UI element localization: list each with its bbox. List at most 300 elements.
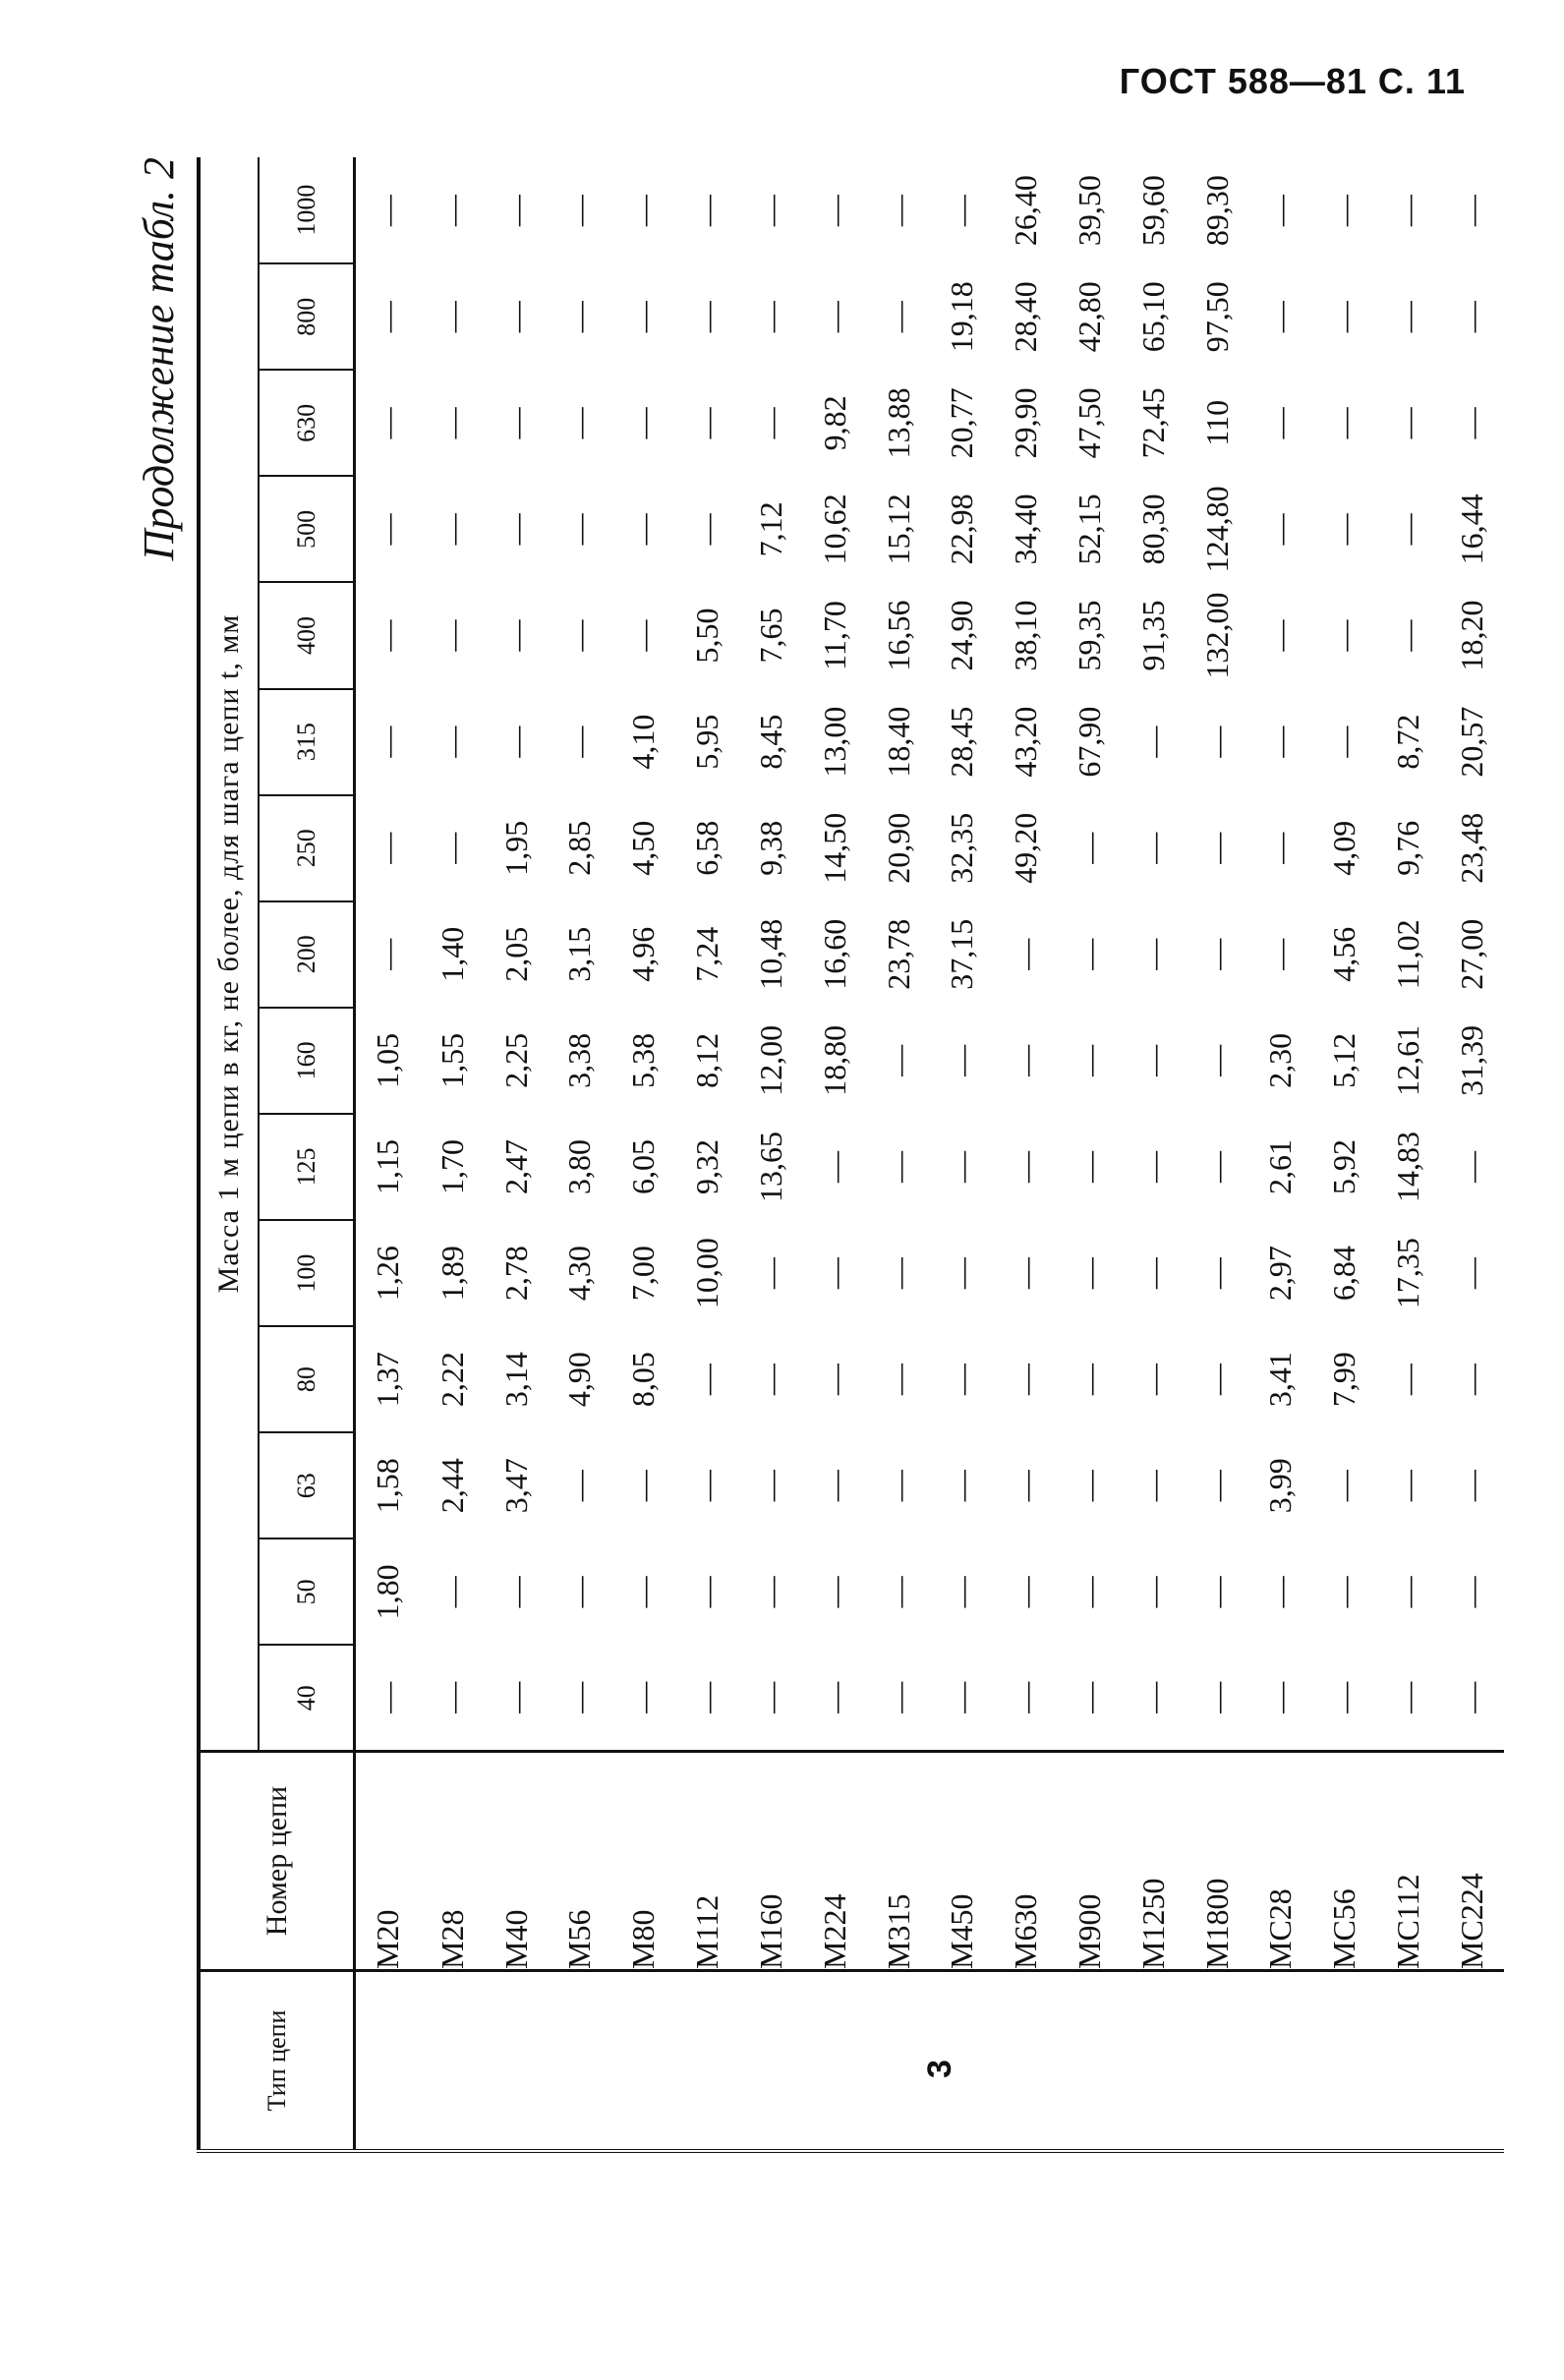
mass-value-cell: — — [816, 195, 852, 227]
mass-value-cell: — — [1453, 1150, 1489, 1183]
mass-value-cell: 38,10 — [1008, 600, 1044, 671]
mass-value-cell: — — [1453, 1470, 1489, 1502]
pitch-header-0: 40 — [259, 1645, 355, 1751]
mass-value-cell: — — [1390, 1681, 1426, 1713]
mass-value-cell: — — [1262, 301, 1299, 333]
mass-value-cell: — — [1326, 619, 1362, 652]
mass-value-cell: 37,15 — [944, 918, 980, 990]
mass-value-cell: — — [944, 1150, 980, 1183]
table-row — [1376, 157, 1440, 2151]
chain-number-cell: М224 — [803, 1752, 867, 1971]
mass-value-cell: — — [1071, 1150, 1107, 1183]
mass-value-cell: 9,38 — [752, 820, 788, 876]
mass-value-cell: — — [1071, 938, 1107, 970]
mass-value-cell: — — [944, 1044, 980, 1076]
mass-value-cell: — — [1134, 1576, 1171, 1608]
mass-value-cell: — — [370, 726, 406, 758]
mass-value-cell: — — [944, 1576, 980, 1608]
page-header: ГОСТ 588—81 С. 11 — [1119, 61, 1466, 101]
chain-number-cell: М900 — [1058, 1752, 1122, 1971]
mass-value-cell: — — [497, 1681, 534, 1713]
chain-number-cell: М112 — [675, 1752, 739, 1971]
mass-value-cell: 2,22 — [434, 1352, 470, 1408]
mass-value-cell: — — [1198, 1576, 1235, 1608]
mass-value-cell: — — [689, 1470, 725, 1502]
mass-value-cell: — — [944, 195, 980, 227]
mass-value-cell: 28,40 — [1008, 281, 1044, 353]
mass-value-cell: — — [1453, 1364, 1489, 1396]
mass-value-cell: — — [1453, 1681, 1489, 1713]
mass-value-cell: — — [1390, 195, 1426, 227]
mass-value-cell: 91,35 — [1134, 600, 1171, 671]
mass-value-cell: 14,50 — [816, 812, 852, 884]
mass-value-cell: — — [816, 1257, 852, 1290]
column-header-chain-number: Номер цепи — [199, 1752, 355, 1971]
mass-value-cell: 1,37 — [370, 1352, 406, 1408]
mass-value-cell: 13,00 — [816, 706, 852, 778]
mass-value-cell: 1,15 — [370, 1138, 406, 1194]
mass-value-cell: — — [370, 1681, 406, 1713]
mass-value-cell: 89,30 — [1198, 175, 1235, 247]
mass-value-cell: — — [434, 1681, 470, 1713]
mass-value-cell: 20,77 — [944, 387, 980, 459]
mass-value-cell: — — [1198, 938, 1235, 970]
mass-value-cell: — — [1390, 1576, 1426, 1608]
mass-value-cell: — — [1262, 1681, 1299, 1713]
mass-value-cell: 16,60 — [816, 918, 852, 990]
mass-value-cell: — — [370, 513, 406, 546]
table-row — [1186, 157, 1249, 2151]
mass-value-cell: 3,99 — [1262, 1458, 1299, 1514]
mass-value-cell: — — [561, 407, 598, 439]
mass-value-cell: — — [752, 1257, 788, 1290]
mass-value-cell: 11,70 — [816, 601, 852, 670]
pitch-header-6: 160 — [259, 1008, 355, 1114]
mass-value-cell: 1,89 — [434, 1246, 470, 1302]
mass-value-cell: 1,70 — [434, 1138, 470, 1194]
mass-value-cell: — — [1390, 1470, 1426, 1502]
mass-value-cell: — — [880, 1681, 916, 1713]
mass-value-cell: 34,40 — [1008, 493, 1044, 565]
mass-value-cell: — — [816, 301, 852, 333]
table-row — [1249, 157, 1313, 2151]
mass-value-cell: — — [497, 195, 534, 227]
mass-value-cell: — — [689, 195, 725, 227]
mass-value-cell: — — [1134, 726, 1171, 758]
mass-value-cell: — — [1008, 1150, 1044, 1183]
pitch-header-4: 100 — [259, 1220, 355, 1326]
mass-value-cell: 1,05 — [370, 1032, 406, 1088]
mass-value-cell: — — [370, 938, 406, 970]
mass-value-cell: 23,78 — [880, 918, 916, 990]
mass-value-cell: 2,05 — [497, 926, 534, 982]
chain-number-cell: М80 — [611, 1752, 675, 1971]
mass-value-cell: 2,47 — [497, 1138, 534, 1194]
table-row — [355, 157, 421, 2151]
mass-value-cell: — — [880, 1044, 916, 1076]
chain-number-cell: МС224 — [1440, 1752, 1504, 1971]
mass-value-cell: — — [1071, 1044, 1107, 1076]
mass-value-cell: — — [434, 619, 470, 652]
mass-value-cell: — — [816, 1681, 852, 1713]
chain-number-cell: МС28 — [1249, 1752, 1313, 1971]
mass-value-cell: — — [370, 195, 406, 227]
mass-value-cell: 9,32 — [689, 1138, 725, 1194]
mass-value-cell: 2,61 — [1262, 1138, 1299, 1194]
mass-value-cell: 5,38 — [625, 1032, 662, 1088]
mass-value-cell: — — [1071, 1470, 1107, 1502]
table-row — [549, 157, 612, 2151]
mass-value-cell: — — [625, 513, 662, 546]
table-row — [485, 157, 549, 2151]
mass-value-cell: — — [497, 726, 534, 758]
table-row — [1058, 157, 1122, 2151]
table-caption: Продолжение табл. 2 — [135, 157, 183, 561]
mass-value-cell: — — [1198, 1681, 1235, 1713]
mass-value-cell: — — [1262, 513, 1299, 546]
mass-value-cell: — — [1453, 1257, 1489, 1290]
mass-value-cell: — — [625, 1470, 662, 1502]
mass-value-cell: 5,95 — [689, 714, 725, 770]
mass-value-cell: — — [1134, 832, 1171, 864]
mass-value-cell: 1,95 — [497, 820, 534, 876]
chain-number-cell: М20 — [355, 1752, 421, 1971]
mass-value-cell: 2,25 — [497, 1032, 534, 1088]
mass-value-cell: — — [816, 1150, 852, 1183]
mass-value-cell: 15,12 — [880, 493, 916, 565]
mass-value-cell: 3,38 — [561, 1032, 598, 1088]
mass-value-cell: — — [1262, 195, 1299, 227]
mass-value-cell: 132,00 — [1198, 592, 1235, 679]
mass-value-cell: 7,24 — [689, 926, 725, 982]
mass-value-cell: — — [816, 1576, 852, 1608]
mass-value-cell: — — [561, 301, 598, 333]
mass-value-cell: 11,02 — [1390, 919, 1426, 990]
mass-value-cell: — — [1198, 1044, 1235, 1076]
mass-value-cell: — — [1008, 1681, 1044, 1713]
mass-value-cell: — — [1390, 513, 1426, 546]
mass-value-cell: 72,45 — [1134, 387, 1171, 459]
mass-value-cell: 4,96 — [625, 926, 662, 982]
mass-value-cell: — — [1262, 1576, 1299, 1608]
mass-value-cell: 26,40 — [1008, 175, 1044, 247]
mass-value-cell: — — [1262, 938, 1299, 970]
mass-value-cell: — — [1326, 726, 1362, 758]
pitch-header-8: 250 — [259, 795, 355, 901]
mass-value-cell: — — [1262, 726, 1299, 758]
mass-value-cell: 80,30 — [1134, 493, 1171, 565]
mass-value-cell: 19,18 — [944, 281, 980, 353]
mass-value-cell: 16,44 — [1453, 493, 1489, 565]
mass-value-cell: 1,40 — [434, 926, 470, 982]
mass-value-cell: — — [1326, 301, 1362, 333]
mass-value-cell: — — [752, 195, 788, 227]
chain-number-cell: М450 — [930, 1752, 994, 1971]
table-row — [1312, 157, 1376, 2151]
mass-value-cell: — — [1134, 1364, 1171, 1396]
mass-value-cell: 3,15 — [561, 926, 598, 982]
mass-value-cell: — — [880, 1257, 916, 1290]
mass-value-cell: 10,62 — [816, 493, 852, 565]
mass-value-cell: — — [1198, 726, 1235, 758]
table-row — [1440, 157, 1504, 2151]
mass-value-cell: 1,80 — [370, 1564, 406, 1620]
table-row — [930, 157, 994, 2151]
mass-value-cell: 8,12 — [689, 1032, 725, 1088]
mass-value-cell: — — [1390, 301, 1426, 333]
mass-value-cell: 2,30 — [1262, 1032, 1299, 1088]
mass-value-cell: — — [752, 1681, 788, 1713]
mass-value-cell: — — [1198, 1150, 1235, 1183]
mass-value-cell: — — [880, 195, 916, 227]
mass-value-cell: 1,55 — [434, 1032, 470, 1088]
mass-value-cell: 16,56 — [880, 600, 916, 671]
chain-number-cell: М1250 — [1122, 1752, 1186, 1971]
mass-value-cell: — — [1008, 1576, 1044, 1608]
mass-value-cell: — — [625, 301, 662, 333]
mass-value-cell: — — [561, 726, 598, 758]
mass-value-cell: — — [561, 1681, 598, 1713]
mass-value-cell: — — [1071, 832, 1107, 864]
mass-value-cell: — — [1134, 1044, 1171, 1076]
mass-value-cell: 24,90 — [944, 600, 980, 671]
mass-value-cell: 97,50 — [1198, 281, 1235, 353]
mass-value-cell: — — [1008, 938, 1044, 970]
mass-value-cell: 65,10 — [1134, 281, 1171, 353]
mass-value-cell: 27,00 — [1453, 918, 1489, 990]
mass-value-cell: 47,50 — [1071, 387, 1107, 459]
mass-value-cell: — — [370, 301, 406, 333]
mass-value-cell: 42,80 — [1071, 281, 1107, 353]
mass-value-cell: 3,80 — [561, 1138, 598, 1194]
mass-value-cell: 18,80 — [816, 1024, 852, 1096]
mass-value-cell: 17,35 — [1390, 1238, 1426, 1309]
mass-value-cell: 32,35 — [944, 812, 980, 884]
chain-number-cell: М160 — [739, 1752, 803, 1971]
pitch-header-2: 63 — [259, 1432, 355, 1538]
mass-value-cell: — — [625, 195, 662, 227]
mass-value-cell: 110 — [1198, 399, 1235, 446]
mass-value-cell: — — [880, 1470, 916, 1502]
mass-value-cell: — — [1008, 1364, 1044, 1396]
mass-value-cell: — — [944, 1470, 980, 1502]
mass-value-cell: — — [689, 301, 725, 333]
mass-value-cell: 20,90 — [880, 812, 916, 884]
table-row — [1122, 157, 1186, 2151]
pitch-header-11: 500 — [259, 476, 355, 582]
table-row — [611, 157, 675, 2151]
mass-value-cell: 4,50 — [625, 820, 662, 876]
mass-value-cell: 7,99 — [1326, 1352, 1362, 1408]
mass-value-cell: — — [816, 1470, 852, 1502]
mass-value-cell: 7,00 — [625, 1246, 662, 1302]
chain-number-cell: М630 — [994, 1752, 1058, 1971]
mass-value-cell: 4,09 — [1326, 820, 1362, 876]
mass-value-cell: — — [816, 1364, 852, 1396]
mass-value-cell: 4,56 — [1326, 926, 1362, 982]
mass-value-cell: — — [1134, 1470, 1171, 1502]
mass-value-cell: — — [752, 1470, 788, 1502]
mass-value-cell: — — [1390, 1364, 1426, 1396]
mass-value-cell: — — [880, 1364, 916, 1396]
mass-value-cell: — — [497, 619, 534, 652]
mass-value-cell: — — [1262, 619, 1299, 652]
mass-value-cell: — — [752, 1364, 788, 1396]
table-row — [803, 157, 867, 2151]
chain-number-cell: М1800 — [1186, 1752, 1249, 1971]
mass-value-cell: 5,92 — [1326, 1138, 1362, 1194]
mass-value-cell: — — [689, 407, 725, 439]
mass-value-cell: 1,58 — [370, 1458, 406, 1514]
pitch-header-5: 125 — [259, 1114, 355, 1220]
mass-value-cell: — — [434, 513, 470, 546]
mass-value-cell: — — [1326, 1681, 1362, 1713]
mass-value-cell: — — [1198, 832, 1235, 864]
mass-value-cell: 31,39 — [1453, 1024, 1489, 1096]
mass-value-cell: 5,50 — [689, 608, 725, 664]
mass-value-cell: 52,15 — [1071, 493, 1107, 565]
mass-value-cell: 8,45 — [752, 714, 788, 770]
mass-value-cell: 10,00 — [689, 1238, 725, 1309]
table-row — [675, 157, 739, 2151]
column-header-chain-type: Тип цепи — [199, 1971, 355, 2152]
mass-value-cell: 2,97 — [1262, 1246, 1299, 1302]
mass-value-cell: — — [561, 513, 598, 546]
mass-value-cell: — — [625, 619, 662, 652]
mass-value-cell: 59,60 — [1134, 175, 1171, 247]
mass-value-cell: — — [1134, 1681, 1171, 1713]
mass-value-cell: 7,12 — [752, 501, 788, 557]
mass-value-cell: — — [1262, 832, 1299, 864]
mass-value-cell: — — [434, 407, 470, 439]
mass-value-cell: — — [625, 1681, 662, 1713]
mass-value-cell: 43,20 — [1008, 706, 1044, 778]
mass-value-cell: 2,85 — [561, 820, 598, 876]
mass-value-cell: 18,40 — [880, 706, 916, 778]
mass-value-cell: — — [1453, 1576, 1489, 1608]
mass-value-cell: 39,50 — [1071, 175, 1107, 247]
mass-value-cell: — — [497, 407, 534, 439]
mass-value-cell: — — [561, 195, 598, 227]
mass-value-cell: — — [1198, 1470, 1235, 1502]
pitch-header-14: 1000 — [259, 157, 355, 263]
mass-value-cell: 8,05 — [625, 1352, 662, 1408]
pitch-header-9: 315 — [259, 689, 355, 795]
mass-value-cell: — — [625, 407, 662, 439]
mass-value-cell: — — [1134, 938, 1171, 970]
mass-value-cell: — — [1326, 513, 1362, 546]
pitch-header-7: 200 — [259, 901, 355, 1008]
mass-value-cell: — — [1071, 1364, 1107, 1396]
mass-value-cell: 59,35 — [1071, 600, 1107, 671]
mass-value-cell: — — [1071, 1681, 1107, 1713]
mass-value-cell: — — [1390, 619, 1426, 652]
mass-value-cell: 20,57 — [1453, 706, 1489, 778]
mass-value-cell: — — [1008, 1044, 1044, 1076]
pitch-header-3: 80 — [259, 1326, 355, 1432]
mass-value-cell: 124,80 — [1198, 486, 1235, 573]
mass-value-cell: 12,00 — [752, 1024, 788, 1096]
mass-value-cell: 5,12 — [1326, 1032, 1362, 1088]
mass-value-cell: 10,48 — [752, 918, 788, 990]
pitch-header-1: 50 — [259, 1538, 355, 1645]
mass-value-cell: — — [689, 513, 725, 546]
mass-value-cell: — — [752, 301, 788, 333]
mass-value-cell: — — [625, 1576, 662, 1608]
mass-value-cell: 4,10 — [625, 714, 662, 770]
rotated-table-stage — [135, 157, 1504, 2153]
mass-value-cell: — — [689, 1681, 725, 1713]
mass-value-cell: 12,61 — [1390, 1024, 1426, 1096]
mass-value-cell: — — [689, 1576, 725, 1608]
mass-value-cell: 4,90 — [561, 1352, 598, 1408]
chain-number-cell: МС56 — [1312, 1752, 1376, 1971]
mass-value-cell: — — [434, 195, 470, 227]
mass-value-cell: 22,98 — [944, 493, 980, 565]
mass-value-cell: 29,90 — [1008, 387, 1044, 459]
mass-value-cell: — — [370, 407, 406, 439]
mass-value-cell: 1,26 — [370, 1246, 406, 1302]
chain-type-cell — [355, 1971, 1505, 2152]
mass-value-cell: — — [561, 1470, 598, 1502]
mass-value-cell: — — [434, 1576, 470, 1608]
mass-value-cell: — — [497, 301, 534, 333]
mass-value-cell: 6,84 — [1326, 1246, 1362, 1302]
mass-value-cell: 9,82 — [816, 395, 852, 451]
mass-value-cell: — — [944, 1364, 980, 1396]
mass-value-cell: — — [1071, 1257, 1107, 1290]
mass-value-cell: — — [1326, 1470, 1362, 1502]
mass-value-cell: 67,90 — [1071, 706, 1107, 778]
mass-value-cell: — — [1453, 407, 1489, 439]
mass-value-cell: 14,83 — [1390, 1131, 1426, 1202]
mass-value-cell: — — [434, 301, 470, 333]
mass-value-cell: — — [944, 1257, 980, 1290]
chain-number-cell: М315 — [867, 1752, 931, 1971]
mass-value-cell: 3,47 — [497, 1458, 534, 1514]
mass-value-cell: 9,76 — [1390, 820, 1426, 876]
pitch-header-13: 800 — [259, 263, 355, 370]
mass-value-cell: — — [1198, 1364, 1235, 1396]
mass-value-cell: — — [497, 513, 534, 546]
chain-number-cell: М56 — [549, 1752, 612, 1971]
mass-value-cell: — — [1008, 1470, 1044, 1502]
table-body — [355, 157, 1505, 2151]
mass-value-cell: — — [1198, 1257, 1235, 1290]
table-row — [421, 157, 485, 2151]
mass-value-cell: 7,65 — [752, 608, 788, 664]
mass-value-cell: — — [689, 1364, 725, 1396]
mass-value-cell: — — [497, 1576, 534, 1608]
mass-value-cell: 6,05 — [625, 1138, 662, 1194]
mass-value-cell: — — [1134, 1150, 1171, 1183]
mass-value-cell: 13,65 — [752, 1131, 788, 1202]
mass-value-cell: — — [370, 619, 406, 652]
pitch-header-10: 400 — [259, 582, 355, 688]
mass-value-cell: 28,45 — [944, 706, 980, 778]
mass-value-cell: 23,48 — [1453, 812, 1489, 884]
mass-value-cell: — — [434, 726, 470, 758]
mass-value-cell: 18,20 — [1453, 600, 1489, 671]
mass-value-cell: 2,78 — [497, 1246, 534, 1302]
pitch-header-12: 630 — [259, 370, 355, 476]
mass-value-cell: — — [1008, 1257, 1044, 1290]
chain-number-cell: М28 — [421, 1752, 485, 1971]
mass-value-cell: — — [1453, 301, 1489, 333]
mass-value-cell: — — [944, 1681, 980, 1713]
mass-value-cell: — — [1326, 195, 1362, 227]
mass-value-cell: — — [561, 1576, 598, 1608]
